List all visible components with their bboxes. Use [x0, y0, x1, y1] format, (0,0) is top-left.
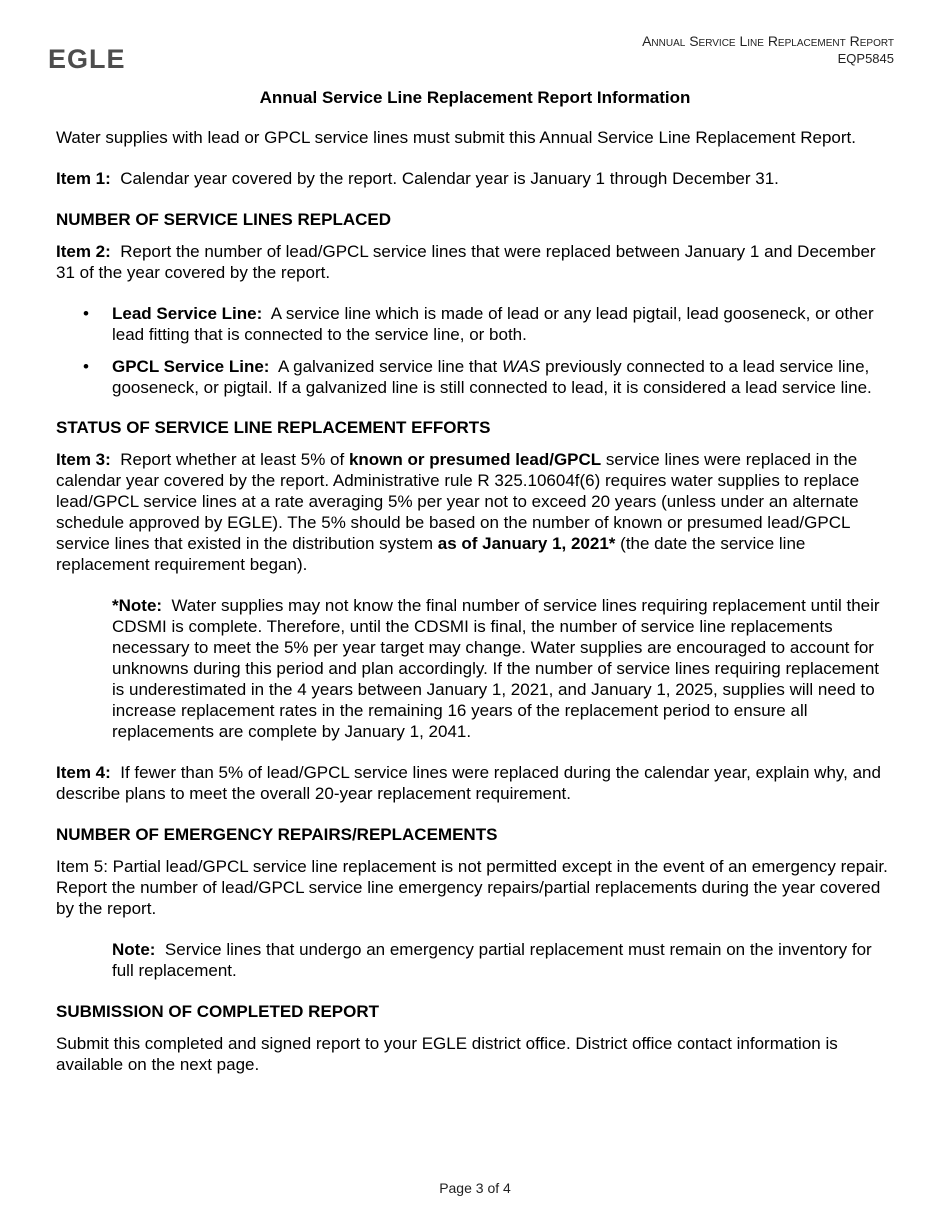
- page-title: Annual Service Line Replacement Report Information: [259, 88, 691, 107]
- definition-text-before: A galvanized service line that: [277, 357, 498, 376]
- item-2-label: Item 2:: [56, 242, 111, 261]
- item-1: [56, 168, 894, 189]
- form-number: EQP5845: [837, 51, 894, 66]
- egle-logo: EGLE: [48, 44, 126, 74]
- section-heading-replaced: NUMBER OF SERVICE LINES REPLACED: [56, 210, 392, 229]
- item-4: [56, 762, 894, 804]
- section-heading-submission: SUBMISSION OF COMPLETED REPORT: [56, 1002, 380, 1021]
- definition-list: [56, 303, 894, 398]
- report-header-title: Annual Service Line Replacement Report: [642, 33, 894, 49]
- bullet-icon: •: [83, 357, 89, 376]
- item-2-text: Report the number of lead/GPCL service lines that were replaced between January 1 and December 31 of the year covered by the report.: [56, 242, 876, 282]
- document-body: [56, 127, 894, 1075]
- definition-text: A service line which is made of lead or any lead pigtail, lead gooseneck, or other lead fitting that is connected to the service line, or both.: [112, 304, 874, 344]
- item-3-label: Item 3:: [56, 450, 111, 469]
- submission-paragraph: Submit this completed and signed report to your EGLE district office. District office contact information is available on the next page.: [56, 1034, 838, 1074]
- report-header: [642, 33, 894, 67]
- bullet-icon: •: [83, 304, 89, 323]
- item-3-text-a: Report whether at least 5% of: [120, 450, 345, 469]
- page-number: Page 3 of 4: [439, 1180, 511, 1196]
- definition-term: Lead Service Line:: [112, 304, 263, 323]
- note-2: [112, 939, 894, 981]
- note-1-text: Water supplies may not know the final number of service lines requiring replacement until their CDSMI is complete. Therefore, until the CDSMI is final, the number of service line replacements necessary to meet the 5% per year target may change. Water supplies are encouraged to account for unknowns during this period and plan accordingly. If the number of service lines requiring replacement is underestimated in the 4 years between January 1, 2021, and January 1, 2025, supplies will need to increase replacement rates in the remaining 16 years of the replacement period to ensure all replacements are complete by January 1, 2041.: [112, 596, 880, 741]
- definition-lead-service-line: [56, 303, 894, 345]
- item-2: [56, 241, 894, 283]
- item-4-text: If fewer than 5% of lead/GPCL service lines were replaced during the calendar year, explain why, and describe plans to meet the overall 20-year replacement requirement.: [56, 763, 881, 803]
- note-1: [112, 595, 894, 742]
- item-3-bold-b: as of January 1, 2021*: [437, 534, 616, 553]
- section-heading-emergency: NUMBER OF EMERGENCY REPAIRS/REPLACEMENTS: [56, 825, 498, 844]
- definition-text-after: previously connected to a lead service line, gooseneck, or pigtail. If a galvanized line is still connected to lead, it is considered a lead service line.: [112, 357, 872, 397]
- section-heading-status: STATUS OF SERVICE LINE REPLACEMENT EFFORTS: [56, 418, 491, 437]
- item-3-text-c: (the date the service line replacement requirement began).: [56, 534, 806, 574]
- definition-emphasis: WAS: [501, 357, 541, 376]
- item-3: [56, 449, 894, 575]
- definition-term: GPCL Service Line:: [112, 357, 270, 376]
- intro-paragraph: Water supplies with lead or GPCL service lines must submit this Annual Service Line Replacement Report.: [56, 128, 856, 147]
- note-1-label: *Note:: [112, 596, 163, 615]
- item-3-text-b: service lines were replaced in the calendar year covered by the report. Administrative rule R 325.10604f(6) requires water supplies to replace lead/GPCL service lines at a rate averaging 5% per year not to exceed 20 years (unless under an alternate schedule approved by EGLE). The 5% should be based on the number of known or presumed lead/GPCL service lines that existed in the distribution system: [56, 450, 860, 553]
- item-4-label: Item 4:: [56, 763, 111, 782]
- item-5: Item 5: Partial lead/GPCL service line replacement is not permitted except in the event of an emergency repair. Report the number of lead/GPCL service line emergency repairs/partial replacements during the year covered by the report.: [56, 857, 888, 918]
- item-1-label: Item 1:: [56, 169, 111, 188]
- definition-gpcl-service-line: [56, 356, 894, 398]
- note-2-label: Note:: [112, 940, 156, 959]
- item-3-bold-a: known or presumed lead/GPCL: [348, 450, 602, 469]
- item-1-text: Calendar year covered by the report. Calendar year is January 1 through December 31.: [120, 169, 779, 188]
- note-2-text: Service lines that undergo an emergency partial replacement must remain on the inventory for full replacement.: [112, 940, 872, 980]
